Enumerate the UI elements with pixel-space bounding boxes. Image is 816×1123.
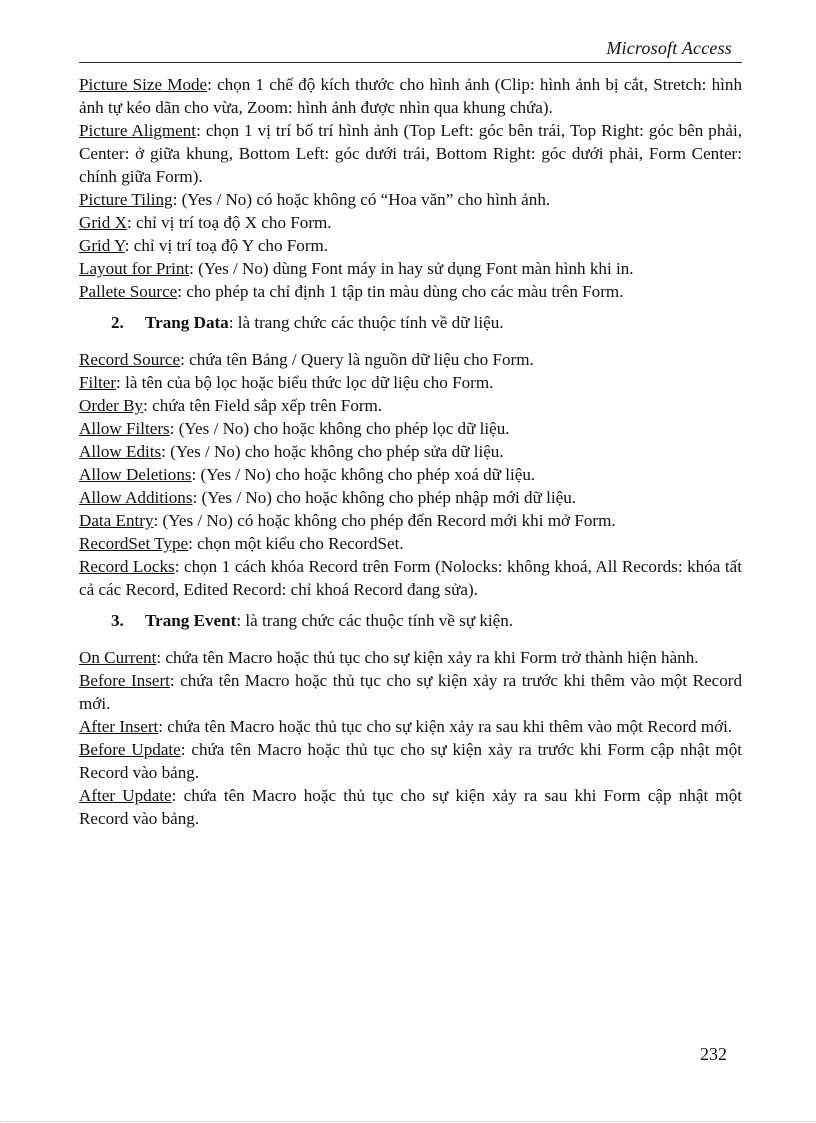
entry-term: Filter [79,373,117,392]
entry-term: Grid X [79,213,127,232]
entry-filter [79,371,742,394]
entry-desc: : chỉ vị trí toạ độ Y cho Form. [124,236,329,255]
entry-desc: : (Yes / No) cho hoặc không cho phép nhập mới dữ liệu. [192,488,577,507]
section-number: 3. [111,611,124,630]
entry-recordset-type [79,532,742,555]
entry-term: Picture Aligment [79,121,197,140]
entry-term: Before Update [79,740,181,759]
entry-desc: : (Yes / No) dùng Font máy in hay sử dụng Font màn hình khi in. [189,259,634,278]
entry-on-current [79,646,742,669]
entry-term: Pallete Source [79,282,178,301]
page-number: 232 [700,1044,727,1064]
entry-term: Record Locks [79,557,175,576]
entry-record-source [79,348,742,371]
entry-term: Data Entry [79,511,154,530]
entry-term: Allow Edits [79,442,162,461]
entry-desc: : chọn 1 cách khóa Record trên Form (Nolocks: không khoá, All Records: khóa tất cả các Record, Edited Record: chỉ khoá Record đang sửa). [79,557,742,599]
entry-term: Record Source [79,350,181,369]
entry-term: Allow Deletions [79,465,192,484]
entry-desc: : chứa tên Macro hoặc thủ tục cho sự kiện xảy ra trước khi Form cập nhật một Record vào bảng. [79,740,742,782]
entry-allow-additions [79,486,742,509]
entry-grid-y [79,234,742,257]
document-body [79,73,742,830]
entry-desc: : (Yes / No) cho hoặc không cho phép lọc dữ liệu. [169,419,510,438]
entry-desc: : chứa tên Macro hoặc thủ tục cho sự kiện xảy ra trước khi thêm vào một Record mới. [79,671,743,713]
entry-term: Order By [79,396,144,415]
entry-grid-x [79,211,742,234]
page-bottom-border [0,1121,816,1122]
entry-data-entry [79,509,742,532]
entry-desc: : chọn 1 chế độ kích thước cho hình ảnh (Clip: hình ảnh bị cắt, Stretch: hình ảnh tự kéo dãn cho vừa, Zoom: hình ảnh được nhìn qua khung chứa). [79,75,742,117]
entry-before-update [79,738,742,784]
entry-desc: : chứa tên Field sắp xếp trên Form. [143,396,383,415]
section-name: Trang Event [145,611,237,630]
section-heading-event [79,609,742,632]
section-desc: : là trang chức các thuộc tính về dữ liệu. [228,313,504,332]
entry-desc: : (Yes / No) cho hoặc không cho phép xoá dữ liệu. [191,465,536,484]
header-title: Microsoft Access [606,38,732,58]
entry-desc: : (Yes / No) có hoặc không có “Hoa văn” cho hình ảnh. [172,190,551,209]
entry-desc: : chứa tên Macro hoặc thủ tục cho sự kiện xảy ra sau khi Form cập nhật một Record vào bảng. [79,786,743,828]
entry-after-update [79,784,742,830]
entry-term: Grid Y [79,236,125,255]
entry-after-insert [79,715,742,738]
entry-allow-deletions [79,463,742,486]
entry-term: Picture Tiling [79,190,173,209]
entry-desc: : chỉ vị trí toạ độ X cho Form. [126,213,332,232]
section-number: 2. [111,313,124,332]
entry-allow-edits [79,440,742,463]
entry-term: After Insert [79,717,159,736]
section-heading-data [79,311,742,334]
entry-desc: : chứa tên Macro hoặc thủ tục cho sự kiện xảy ra sau khi thêm vào một Record mới. [158,717,733,736]
entry-desc: : cho phép ta chỉ định 1 tập tin màu dùng cho các màu trên Form. [177,282,624,301]
entry-desc: : (Yes / No) cho hoặc không cho phép sửa dữ liệu. [161,442,504,461]
entry-desc: : chọn một kiểu cho RecordSet. [188,534,404,553]
entry-before-insert [79,669,742,715]
entry-desc: : chọn 1 vị trí bố trí hình ảnh (Top Left: góc bên trái, Top Right: góc bên phải, Center: ở giữa khung, Bottom Left: góc dưới trái, Bottom Right: góc dưới phải, Form Center: chính giữa Form). [79,121,743,186]
entry-pallete-source [79,280,742,303]
entry-layout-for-print [79,257,742,280]
entry-desc: : (Yes / No) có hoặc không cho phép đến Record mới khi mở Form. [153,511,616,530]
entry-term: Layout for Print [79,259,190,278]
page-header [79,38,742,63]
entry-term: After Update [79,786,172,805]
entry-term: RecordSet Type [79,534,189,553]
section-name: Trang Data [145,313,229,332]
entry-term: Allow Additions [79,488,193,507]
entry-desc: : là tên của bộ lọc hoặc biểu thức lọc dữ liệu cho Form. [116,373,494,392]
entry-term: Allow Filters [79,419,170,438]
entry-term: Picture Size Mode [79,75,208,94]
entry-picture-tiling [79,188,742,211]
entry-order-by [79,394,742,417]
entry-desc: : chứa tên Macro hoặc thủ tục cho sự kiện xảy ra khi Form trở thành hiện hành. [156,648,699,667]
entry-record-locks [79,555,742,601]
entry-picture-aligment [79,119,742,188]
entry-desc: : chứa tên Bảng / Query là nguồn dữ liệu cho Form. [180,350,534,369]
section-desc: : là trang chức các thuộc tính về sự kiện. [236,611,514,630]
entry-term: Before Insert [79,671,170,690]
entry-picture-size-mode [79,73,742,119]
entry-allow-filters [79,417,742,440]
entry-term: On Current [79,648,157,667]
